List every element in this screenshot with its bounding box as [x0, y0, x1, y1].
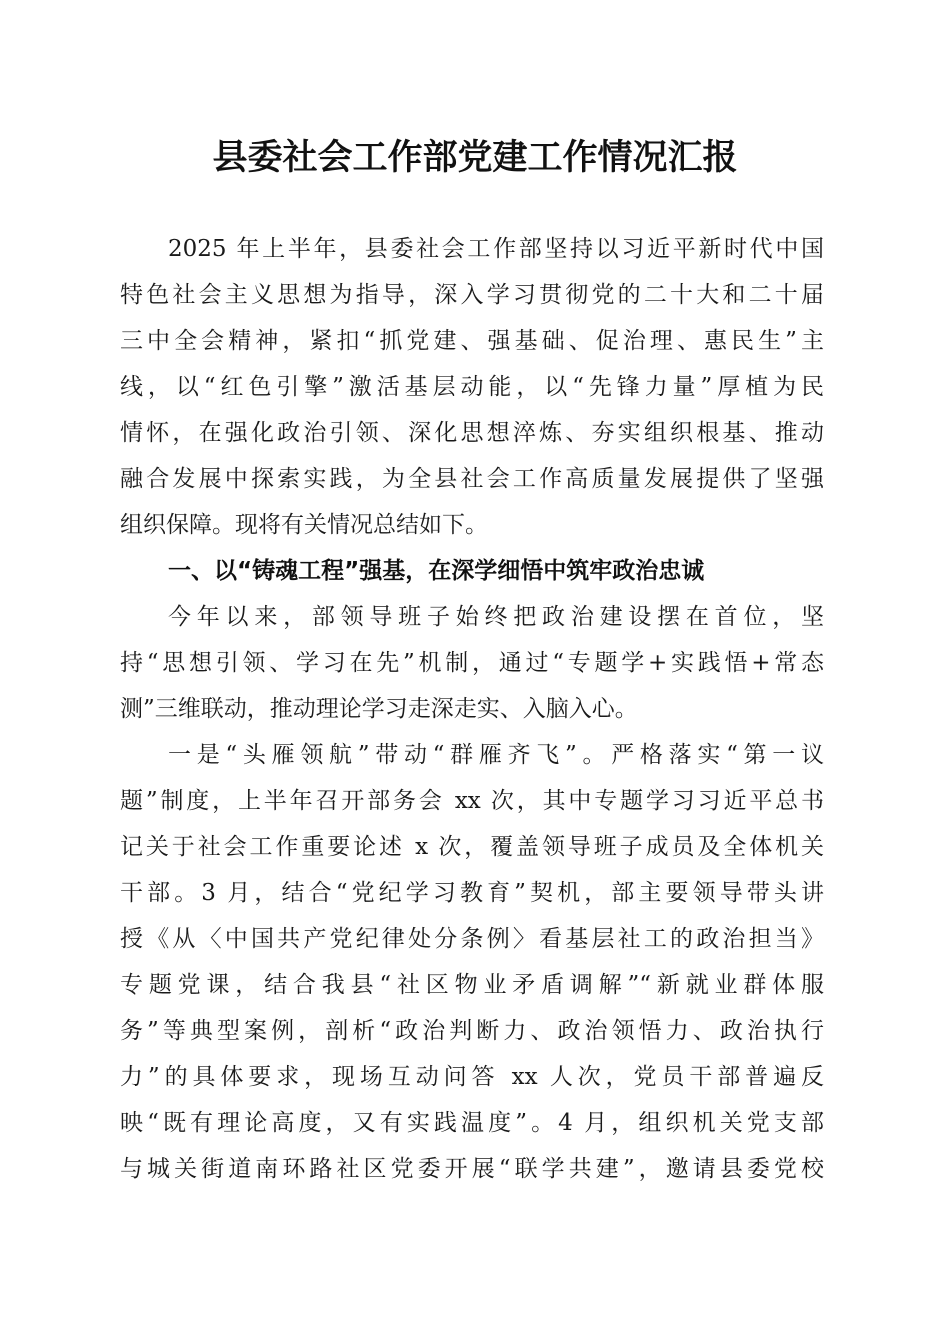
paragraph-line: 今年以来，部领导班子始终把政治建设摆在首位，坚: [168, 604, 824, 630]
paragraph-line: 与城关街道南环路社区党委开展“联学共建”，邀请县委党校: [120, 1156, 824, 1182]
paragraph-line: 2025 年上半年，县委社会工作部坚持以习近平新时代中国: [168, 236, 824, 262]
paragraph-line: 测”三维联动，推动理论学习走深走实、入脑入心。: [120, 696, 638, 722]
paragraph-line: 融合发展中探索实践，为全县社会工作高质量发展提供了坚强: [120, 466, 824, 492]
paragraph-line: 题”制度，上半年召开部务会 xx 次，其中专题学习习近平总书: [120, 788, 824, 814]
paragraph-line: 力”的具体要求，现场互动问答 xx 人次，党员干部普遍反: [120, 1064, 824, 1090]
paragraph-line: 授《从〈中国共产党纪律处分条例〉看基层社工的政治担当》: [120, 926, 824, 952]
paragraph-line: 务”等典型案例，剖析“政治判断力、政治领悟力、政治执行: [120, 1018, 824, 1044]
paragraph-line: 一是“头雁领航”带动“群雁齐飞”。严格落实“第一议: [168, 742, 824, 768]
document-title: 县委社会工作部党建工作情况汇报: [212, 137, 738, 178]
paragraph-line: 持“思想引领、学习在先”机制，通过“专题学+实践悟+常态: [120, 650, 824, 676]
paragraph-line: 线，以“红色引擎”激活基层动能，以“先锋力量”厚植为民: [120, 374, 824, 400]
paragraph-line: 组织保障。现将有关情况总结如下。: [120, 512, 488, 538]
paragraph-line: 专题党课，结合我县“社区物业矛盾调解”“新就业群体服: [120, 972, 824, 998]
paragraph-line: 特色社会主义思想为指导，深入学习贯彻党的二十大和二十届: [120, 282, 824, 308]
paragraph-line: 三中全会精神，紧扣“抓党建、强基础、促治理、惠民生”主: [120, 328, 824, 354]
paragraph-line: 记关于社会工作重要论述 x 次，覆盖领导班子成员及全体机关: [120, 834, 824, 860]
paragraph-line: 情怀，在强化政治引领、深化思想淬炼、夯实组织根基、推动: [120, 420, 824, 446]
paragraph-line: 干部。3 月，结合“党纪学习教育”契机，部主要领导带头讲: [120, 880, 824, 906]
paragraph-line: 映“既有理论高度，又有实践温度”。4 月，组织机关党支部: [120, 1110, 824, 1136]
section-heading: 一、以“铸魂工程”强基，在深学细悟中筑牢政治忠诚: [168, 558, 705, 584]
